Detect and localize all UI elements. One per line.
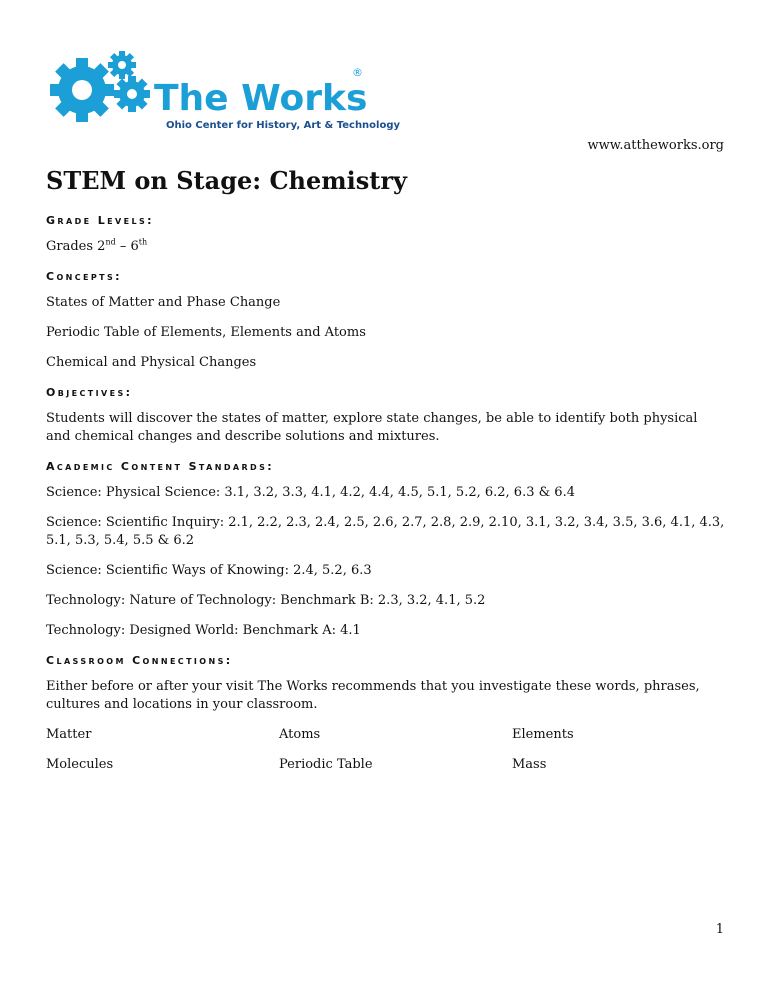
standard-item: Technology: Nature of Technology: Benchmark B: 2.3, 3.2, 4.1, 5.2 (46, 593, 486, 608)
classroom-section (46, 652, 726, 774)
objectives-heading: Objectives: (46, 386, 133, 399)
vocabulary-term: Periodic Table (279, 757, 373, 772)
svg-text:The Works: The Works (154, 78, 368, 119)
gears-logo-icon (46, 48, 401, 136)
grade-levels-section (46, 212, 726, 256)
objectives-section (46, 384, 726, 446)
svg-text:Ohio Center for History, Art &: Ohio Center for History, Art & Technology (166, 120, 401, 131)
classroom-text: Either before or after your visit The Works recommends that you investigate these words, phrases, cultures and locations in your classroom. (46, 679, 700, 712)
document-body (46, 212, 726, 786)
vocabulary-term: Atoms (279, 727, 321, 742)
concept-item: States of Matter and Phase Change (46, 295, 281, 310)
vocabulary-term: Mass (512, 757, 547, 772)
grade-levels-text: Grades 2nd – 6th (46, 237, 148, 254)
the-works-logo (46, 48, 401, 136)
classroom-heading: Classroom Connections: (46, 654, 233, 667)
standard-item: Technology: Designed World: Benchmark A: 4.1 (46, 623, 361, 638)
standard-item: Science: Scientific Ways of Knowing: 2.4, 5.2, 6.3 (46, 563, 372, 578)
vocabulary-term: Matter (46, 727, 92, 742)
vocabulary-term: Elements (512, 727, 574, 742)
svg-text:®: ® (352, 66, 363, 79)
page-title: STEM on Stage: Chemistry (46, 166, 407, 195)
website-url: www.attheworks.org (587, 138, 724, 153)
page-number: 1 (715, 922, 724, 937)
objectives-text: Students will discover the states of matter, explore state changes, be able to identify both physical and chemical changes and describe solutions and mixtures. (46, 411, 698, 444)
standards-section (46, 458, 726, 640)
concepts-heading: Concepts: (46, 270, 122, 283)
standards-heading: Academic Content Standards: (46, 460, 275, 473)
standard-item: Science: Physical Science: 3.1, 3.2, 3.3, 4.1, 4.2, 4.4, 4.5, 5.1, 5.2, 6.2, 6.3 & 6.4 (46, 485, 575, 500)
standard-item: Science: Scientific Inquiry: 2.1, 2.2, 2.3, 2.4, 2.5, 2.6, 2.7, 2.8, 2.9, 2.10, 3.1, 3.2, 3.4, 3.5, 3.6, 4.1, 4.3, 5.1, 5.3, 5.4, 5.5 & 6.2 (46, 515, 725, 548)
grade-levels-heading: Grade Levels: (46, 214, 154, 227)
concept-item: Periodic Table of Elements, Elements and Atoms (46, 325, 366, 340)
concept-item: Chemical and Physical Changes (46, 355, 257, 370)
concepts-section (46, 268, 726, 372)
vocabulary-term: Molecules (46, 757, 114, 772)
vocabulary-grid (46, 726, 726, 774)
